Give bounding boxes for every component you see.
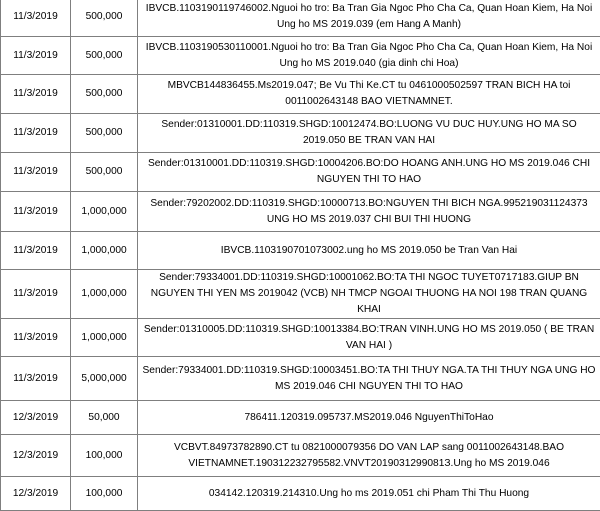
description-cell: IBVCB.1103190530110001.Nguoi ho tro: Ba Tran Gia Ngoc Pho Cha Ca, Quan Hoan Kiem, Ha Noi Ung ho MS 2019.040 (gia dinh chi Hoa) [138,37,600,75]
date-cell: 11/3/2019 [1,114,71,153]
table-row [1,75,600,114]
date-cell: 11/3/2019 [1,192,71,232]
table-row [1,319,600,357]
description-cell: IBVCB.1103190701073002.ung ho MS 2019.050 be Tran Van Hai [138,232,600,270]
table-row [1,477,600,511]
table-row [1,37,600,75]
date-cell: 12/3/2019 [1,477,71,511]
date-cell: 11/3/2019 [1,232,71,270]
amount-cell: 1,000,000 [71,232,138,270]
amount-cell: 50,000 [71,401,138,435]
date-cell: 11/3/2019 [1,0,71,37]
table-row [1,270,600,319]
date-cell: 11/3/2019 [1,153,71,192]
amount-cell: 500,000 [71,0,138,37]
date-cell: 12/3/2019 [1,401,71,435]
amount-cell: 1,000,000 [71,270,138,319]
amount-cell: 100,000 [71,477,138,511]
description-cell: 786411.120319.095737.MS2019.046 NguyenThiToHao [138,401,600,435]
description-cell: Sender:01310001.DD:110319.SHGD:10012474.BO:LUONG VU DUC HUY.UNG HO MA SO 2019.050 BE TRAN VAN HAI [138,114,600,153]
description-cell: Sender:01310001.DD:110319.SHGD:10004206.BO:DO HOANG ANH.UNG HO MS 2019.046 CHI NGUYEN THI TO HAO [138,153,600,192]
table-row [1,232,600,270]
date-cell: 11/3/2019 [1,357,71,401]
description-cell: Sender:01310005.DD:110319.SHGD:10013384.BO:TRAN VINH.UNG HO MS 2019.050 ( BE TRAN VAN HAI ) [138,319,600,357]
description-cell: Sender:79202002.DD:110319.SHGD:10000713.BO:NGUYEN THI BICH NGA.995219031124373 UNG HO MS 2019.037 CHI BUI THI HUONG [138,192,600,232]
table-row [1,0,600,37]
description-cell: 034142.120319.214310.Ung ho ms 2019.051 chi Pham Thi Thu Huong [138,477,600,511]
amount-cell: 1,000,000 [71,319,138,357]
table-row [1,435,600,477]
date-cell: 11/3/2019 [1,37,71,75]
amount-cell: 500,000 [71,75,138,114]
table-row [1,357,600,401]
description-cell: Sender:79334001.DD:110319.SHGD:10001062.BO:TA THI NGOC TUYET0717183.GIUP BN NGUYEN THI YEN MS 2019042 (VCB) NH TMCP NGOAI THUONG HA NOI 198 TRAN QUANG KHAI [138,270,600,319]
amount-cell: 1,000,000 [71,192,138,232]
description-cell: VCBVT.84973782890.CT tu 0821000079356 DO VAN LAP sang 0011002643148.BAO VIETNAMNET.190312232795582.VNVT2019031299081З.Ung ho MS 2019.046 [138,435,600,477]
description-cell: MBVCB144836455.Ms2019.047; Be Vu Thi Ke.CT tu 0461000502597 TRAN BICH HA toi 0011002643148 BAO VIETNAMNET. [138,75,600,114]
table-row [1,401,600,435]
date-cell: 12/3/2019 [1,435,71,477]
ledger-body [1,0,600,511]
table-row [1,192,600,232]
amount-cell: 500,000 [71,153,138,192]
amount-cell: 500,000 [71,37,138,75]
table-row [1,153,600,192]
amount-cell: 100,000 [71,435,138,477]
date-cell: 11/3/2019 [1,270,71,319]
description-cell: IBVCB.1103190119746002.Nguoi ho tro: Ba Tran Gia Ngoc Pho Cha Ca, Quan Hoan Kiem, Ha Noi Ung ho MS 2019.039 (em Hang A Manh) [138,0,600,37]
amount-cell: 5,000,000 [71,357,138,401]
description-cell: Sender:79334001.DD:110319.SHGD:10003451.BO:TA THI THUY NGA.TA THI THUY NGA UNG HO MS 2019.046 CHI NGUYEN THI TO HAO [138,357,600,401]
table-row [1,114,600,153]
date-cell: 11/3/2019 [1,75,71,114]
date-cell: 11/3/2019 [1,319,71,357]
amount-cell: 500,000 [71,114,138,153]
